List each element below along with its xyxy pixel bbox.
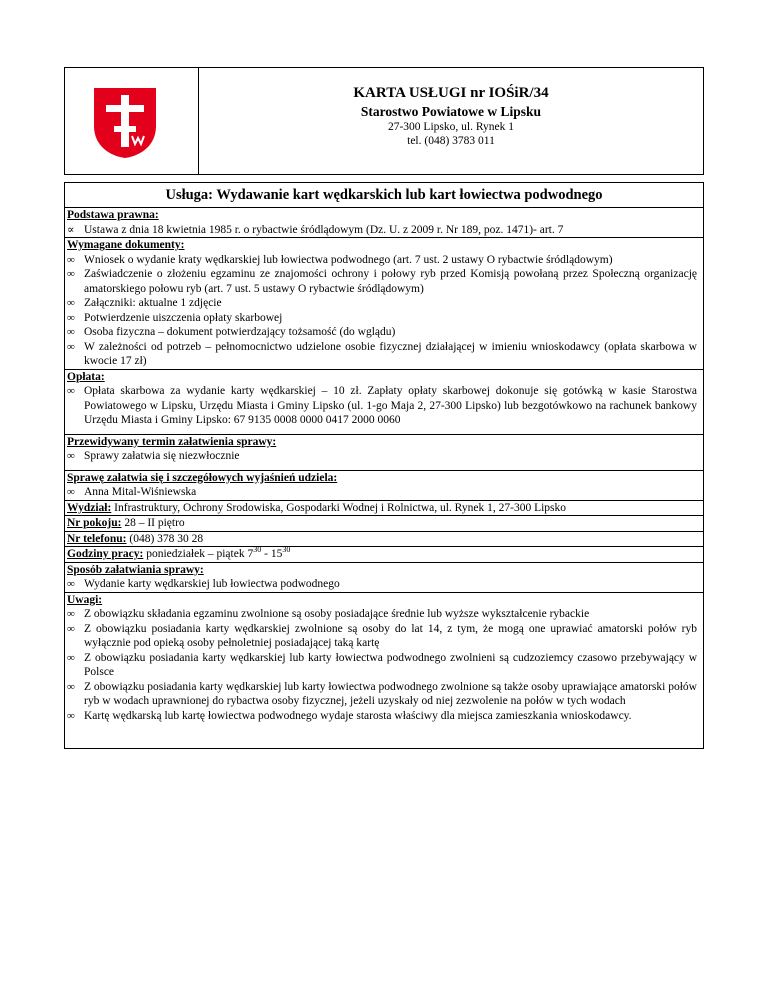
department-label: Wydział: [67,501,112,514]
list-item: ∞ Sprawy załatwia się niezwłocznie [67,450,240,462]
room-row [65,515,703,531]
header-text [199,84,703,148]
list-item: ∞ Osoba fizyczna – dokument potwierdzający tożsamość (do wglądu) [67,326,396,338]
hours-start: 7 [247,548,254,560]
phone-row [65,531,703,547]
hours-row [65,546,703,562]
documents-label: Wymagane dokumenty: [65,237,703,253]
service-title: Usługa: Wydawanie kart wędkarskich lub kart łowiectwa podwodnego [165,187,603,203]
infinity-bullet-icon: ∞ [67,578,75,590]
list-item: ∞ Wniosek o wydanie kraty wędkarskiej lub łowiectwa podwodnego (art. 7 ust. 2 ustawy O rybactwie śródlądowym) [67,253,613,266]
proportional-bullet-icon: ∝ [67,223,75,236]
room-value: 28 – II piętro [124,517,185,529]
list-item: ∞ Opłata skarbowa za wydanie karty wędkarskiej – 10 zł. Zapłaty opłaty skarbowej dokonuje się gotówką w kasie Starostwa Powiatowego w Lipsku, Urzędu Miasta i Gminy Lipsko (ul. 1-go Maja 2, 27-300 Lipsko) lub bezgotówkowo na rachunek bankowy Urzędu Miasta i Gminy Lipsko: 67 9135 0008 0000 0417 2000 0060 [67,385,697,426]
office-address: 27-300 Lipsko, ul. Rynek 1 [387,121,515,133]
list-item: ∞ Zaświadczenie o złożeniu egzaminu ze znajomości ochrony i połowy ryb przed Komisją powołaną przez Społeczną organizację amatorskiego połowu ryb (art. 7 ust. 5 ustawy O rybactwie śródlądowym) [67,268,697,295]
list-item: ∞ Z obowiązku składania egzaminu zwolnione są osoby posiadające średnie lub wyższe wykształcenie rybackie [67,608,590,620]
infinity-bullet-icon: ∞ [67,622,75,635]
department-value: Infrastruktury, Ochrony Srodowiska, Gospodarki Wodnej i Rolnictwa, ul. Rynek 1, 27-300 Lipsko [114,501,567,514]
list-item: ∝ Ustawa z dnia 18 kwietnia 1985 r. o rybactwie śródlądowym (Dz. U. z 2009 r. Nr 189, poz. 1471)- art. 7 [67,223,564,236]
infinity-bullet-icon: ∞ [67,486,75,498]
list-item [67,485,697,500]
card-title: KARTA USŁUGI nr IOŚiR/34 [353,85,549,101]
list-item: ∞ Wydanie karty wędkarskiej lub łowiectwa podwodnego [67,578,340,590]
list-item: ∞ Z obowiązku posiadania karty wędkarskiej zwolnione są osoby do lat 14, z tym, że mogą one uprawiać amatorski połów ryb wyłącznie pod opieką osoby pełnoletniej posiadającej taką kartę [67,622,697,649]
infinity-bullet-icon: ∞ [67,253,75,266]
contact-person: Anna Mital-Wiśniewska [84,486,197,498]
coat-of-arms-crest [92,86,158,160]
hours-end-minutes: 30 [282,545,291,555]
room-label: Nr pokoju: [67,517,122,529]
infinity-bullet-icon: ∞ [67,651,75,664]
fee-label: Opłata: [65,369,703,385]
infinity-bullet-icon: ∞ [67,340,75,353]
infinity-bullet-icon: ∞ [67,311,75,324]
infinity-bullet-icon: ∞ [67,268,75,280]
office-phone: tel. (048) 3783 011 [407,135,495,147]
method-label: Sposób załatwiania sprawy: [65,562,703,578]
notes-label: Uwagi: [65,592,703,608]
infinity-bullet-icon: ∞ [67,297,75,309]
hours-end: 15 [270,548,283,560]
list-item: ∞ Załączniki: aktualne 1 zdjęcie [67,297,222,309]
list-item: ∞ Kartę wędkarską lub kartę łowiectwa podwodnego wydaje starosta właściwy dla miejsca zamieszkania wnioskodawcy. [67,709,632,722]
service-card [64,182,704,749]
infinity-bullet-icon: ∞ [67,385,75,397]
deadline-label: Przewidywany termin załatwienia sprawy: [65,434,703,450]
office-name: Starostwo Powiatowe w Lipsku [360,104,542,119]
infinity-bullet-icon: ∞ [67,680,75,693]
infinity-bullet-icon: ∞ [67,326,75,338]
contact-label: Sprawę załatwia się i szczegółowych wyjaśnień udziela: [65,470,703,486]
list-item: ∞ Z obowiązku posiadania karty wędkarskiej lub karty łowiectwa podwodnego zwolnieni są cudzoziemcy czasowo przebywający w Polsce [67,651,697,678]
list-item: ∞ Z obowiązku posiadania karty wędkarskiej lub karty łowiectwa podwodnego zwolnione są także osoby uprawiające amatorski połów ryb w wodach uprawnionej do rybactwa osoby fizycznej, jeżeli uzyskały od niej zezwolenie na połów w tych wodach [67,680,697,707]
header-box [64,67,704,175]
list-item: ∞ Potwierdzenie uiszczenia opłaty skarbowej [67,311,283,324]
hours-start-minutes: 30 [253,545,262,555]
phone-value: (048) 378 30 28 [129,532,204,545]
legal-basis-label: Podstawa prawna: [65,207,703,223]
infinity-bullet-icon: ∞ [67,608,75,620]
list-item: ∞ W zależności od potrzeb – pełnomocnictwo udzielone osobie fizycznej działającej w imieniu wnioskodawcy (opłata skarbowa w kwocie 17 zł) [67,340,697,367]
hours-days: poniedziałek – piątek [146,548,245,560]
infinity-bullet-icon: ∞ [67,709,75,722]
infinity-bullet-icon: ∞ [67,450,75,462]
department-row [65,500,703,516]
hours-label: Godziny pracy: [67,548,144,560]
phone-label: Nr telefonu: [67,532,127,545]
hours-separator: - [264,548,268,560]
